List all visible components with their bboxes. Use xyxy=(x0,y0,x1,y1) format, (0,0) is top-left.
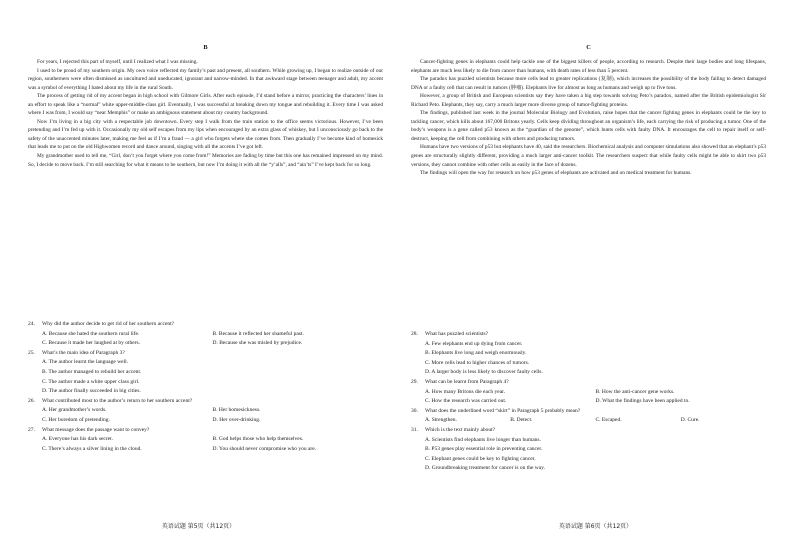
question-list xyxy=(0,320,397,454)
question-text: What does the underlined word “skirt” in Paragraph 5 probably mean? xyxy=(425,407,581,414)
question-number: 24. xyxy=(28,321,35,327)
answer-options xyxy=(411,416,766,426)
question-number: 31. xyxy=(411,426,418,433)
page-footer: 英语试题 第5页（共12页） xyxy=(161,523,236,530)
answer-option: B. Because it reflected her shameful past. xyxy=(212,330,304,337)
question-stem xyxy=(411,330,766,340)
question-number: 29. xyxy=(411,378,418,385)
answer-options xyxy=(411,340,766,378)
answer-options xyxy=(411,436,766,474)
passage-paragraph: My grandmother used to tell me, “Girl, don’t you forget where you come from!” Memories are fading by time but this one has remained impressed on my mind. So, I decide to move back. I’m still searching for what it means to be southern, but now I’m doing it with all the “y’alls”, and “ain’ts” I’ve kept back for so long. xyxy=(28,153,383,168)
question-item xyxy=(28,397,383,426)
answer-option: D. Cure. xyxy=(680,417,700,424)
answer-option: C. How the research was carried out. xyxy=(425,398,507,405)
page-footer: 英语试题 第6页（共12页） xyxy=(558,523,633,530)
question-text: Why did the author decide to get rid of her southern accent? xyxy=(42,321,175,327)
right-page xyxy=(397,0,794,550)
passage-paragraph: Cancer-fighting genes in elephants could help tackle one of the biggest killers of people, according to research. Despite their large bodies and long lifespans, elephants are much less likely to die from cancer than humans, with death rates of less than 5 percent. xyxy=(411,59,766,74)
passage-paragraph: I used to be proud of my southern origin. My own voice reflected my family’s past and present, all southern. While growing up, I began to realize outside of our region, southerners were often dismissed as uncultured and uneducated, ignorant and narrow-minded. In that awkward stage between teenager and adult, my accent was a symbol of everything I hated about my life in the rural South. xyxy=(28,67,383,91)
passage-paragraph: The process of getting rid of my accent began in high school with Gilmore Girls. After each episode, I’d stand before a mirror, practicing the characters’ lines in an effort to speak like a “normal” white upper-middle-class girl. Eventually, I was successful at breaking down my tongue and rebuilding it. Every time I was asked where I was from, I would say “near Memphis” or make an ambiguous statement about my country background. xyxy=(28,93,383,117)
answer-option: A. Everyone has his dark secret. xyxy=(42,436,114,443)
question-text: What message does the passage want to convey? xyxy=(42,426,150,433)
answer-option: A. Few elephants end up dying from cancer. xyxy=(425,340,523,347)
question-number: 30. xyxy=(411,407,418,414)
answer-option: D. The author finally succeeded in big cities. xyxy=(42,388,141,395)
question-number: 26. xyxy=(28,397,35,404)
answer-option: C. The author made a white upper class girl. xyxy=(42,378,140,385)
section-label: C xyxy=(586,44,591,51)
question-number: 28. xyxy=(411,331,418,337)
answer-option: C. Her boredom of pretending. xyxy=(42,416,110,423)
answer-option: C. Because it made her laughed at by others. xyxy=(42,340,141,347)
answer-option: D. You should never compromise who you are. xyxy=(212,445,317,452)
question-text: What can be learnt from Paragraph 4? xyxy=(425,378,509,385)
passage-paragraph: Humans have two versions of p53 but elephants have 40, said the researchers. Biochemical analysis and computer simulations also showed that an elephant’s p53 genes are structurally slightly different, providing a much larger anti-cancer toolkit. The researchers suspect that while faulty cells might be able to skirt two p53 versions, they cannot combine with other cells as easily in the face of dozens. xyxy=(411,144,766,168)
question-stem xyxy=(28,349,383,359)
answer-option: B. Elephants live long and weigh enormously. xyxy=(425,350,527,357)
question-list xyxy=(397,330,794,474)
answer-options xyxy=(28,358,383,396)
answer-option: C. Escaped. xyxy=(595,417,622,424)
answer-options xyxy=(28,330,383,349)
question-number: 25. xyxy=(28,349,35,356)
question-item xyxy=(411,426,766,474)
answer-option: D. A larger body is less likely to discover faulty cells. xyxy=(425,369,543,376)
question-text: What’s the main idea of Paragraph 3? xyxy=(42,349,125,356)
question-stem xyxy=(28,397,383,407)
question-stem xyxy=(411,407,766,417)
answer-option: A. Because she hated the southern rural life. xyxy=(42,330,140,337)
section-label: B xyxy=(203,44,208,51)
answer-option: A. Her grandmother’s words. xyxy=(42,407,107,414)
passage-paragraph: For years, I rejected this part of myself, until I realized what I was missing. xyxy=(37,59,198,65)
answer-options xyxy=(411,388,766,407)
answer-option: A. How many Britons die each year. xyxy=(425,388,506,395)
answer-option: A. The author learnt the language well. xyxy=(42,359,129,366)
question-item xyxy=(411,407,766,426)
question-stem xyxy=(411,378,766,388)
answer-option: B. P53 genes play essential role in preventing cancer. xyxy=(425,446,543,453)
question-stem xyxy=(28,426,383,436)
answer-option: C. Elephant genes could be key to fighting cancer. xyxy=(425,455,536,462)
answer-option: B. The author managed to rebuild her accent. xyxy=(42,368,142,375)
passage-paragraph: The findings, published last week in the journal Molecular Biology and Evolution, raise hopes that the cancer fighting genes in elephants could be the key to tackling cancer, which kills about 167,000 Britons yearly. Cells keep dividing throughout an organism’s life, each carrying the risk of producing a tumor. One of the body’s weapons is a gene called p53 known as the “guardian of the genome”, which hunts cells with faulty DNA. It encourages the cell to repair itself or self-destruct, keeping the cell from combining with others and producing tumors. xyxy=(411,110,766,142)
answer-option: C. There’s always a silver lining in the cloud. xyxy=(42,445,142,452)
answer-option: B. Her homesickness. xyxy=(212,407,261,414)
question-text: What contributed most to the author’s return to her southern accent? xyxy=(42,397,193,404)
answer-option: D. Her over-drinking. xyxy=(212,416,261,423)
answer-option: D. Groundbreaking treatment for cancer is on the way. xyxy=(425,465,545,472)
question-stem xyxy=(411,426,766,436)
question-item xyxy=(28,349,383,397)
answer-option: D. Because she was misled by prejudice. xyxy=(212,340,303,347)
question-text: What has puzzled scientists? xyxy=(425,331,489,337)
question-text: Which is the text mainly about? xyxy=(425,426,496,433)
passage-paragraph: Now I’m living in a big city with a respectable job downtown. Every step I walk from the train station to the office seems victorious. However, I’ve been pretending and I’m fed up with it. Occasionally my old self escapes from my lips when encouraged by an extra glass of whiskey, but I unconsciously go back to the safety of the unaccented minutes later, making me feel as if I’m a fraud — a girl who forgets where she comes from. Then gradually I’ve become kind of homesick that leads me to put on the old Highwomen record and dance around, singing with all the accents I’ve got left. xyxy=(28,118,383,151)
answer-option: A. Scientists find elephants live longer than humans. xyxy=(425,436,541,443)
answer-options xyxy=(28,406,383,425)
passage-paragraph: However, a group of British and European scientists say they have taken a big step towards solving Peto’s paradox, named after the British epidemiologist Sir Richard Peto. Elephants, they say, carry a much larger more diverse group of tumor-fighting proteins. xyxy=(411,93,766,108)
question-item xyxy=(28,320,383,349)
question-item xyxy=(411,330,766,378)
question-stem xyxy=(28,320,383,330)
answer-option: B. God helps those who help themselves. xyxy=(212,436,304,443)
answer-option: B. Detect. xyxy=(510,417,533,424)
answer-option: A. Strengthen. xyxy=(425,417,457,424)
question-number: 27. xyxy=(28,426,35,433)
answer-option: C. More cells lead to higher chances of tumors. xyxy=(425,359,530,366)
answer-options xyxy=(28,435,383,454)
question-item xyxy=(411,378,766,407)
answer-option: D. What the findings have been applied to. xyxy=(595,398,690,405)
answer-option: B. How the anti-cancer gene works. xyxy=(595,388,675,395)
passage-paragraph: The paradox has puzzled scientists because more cells lead to greater replications (复制), which increases the possibility of the body failing to detect damaged DNA or a faulty cell that can result in tumors (肿瘤). Elephants live for almost as long as humans and weigh up to five tons. xyxy=(411,76,766,91)
passage-paragraph: The findings will open the way for research on how p53 genes of elephants are activated and on medical treatment for humans. xyxy=(420,170,692,177)
question-item xyxy=(28,426,383,455)
